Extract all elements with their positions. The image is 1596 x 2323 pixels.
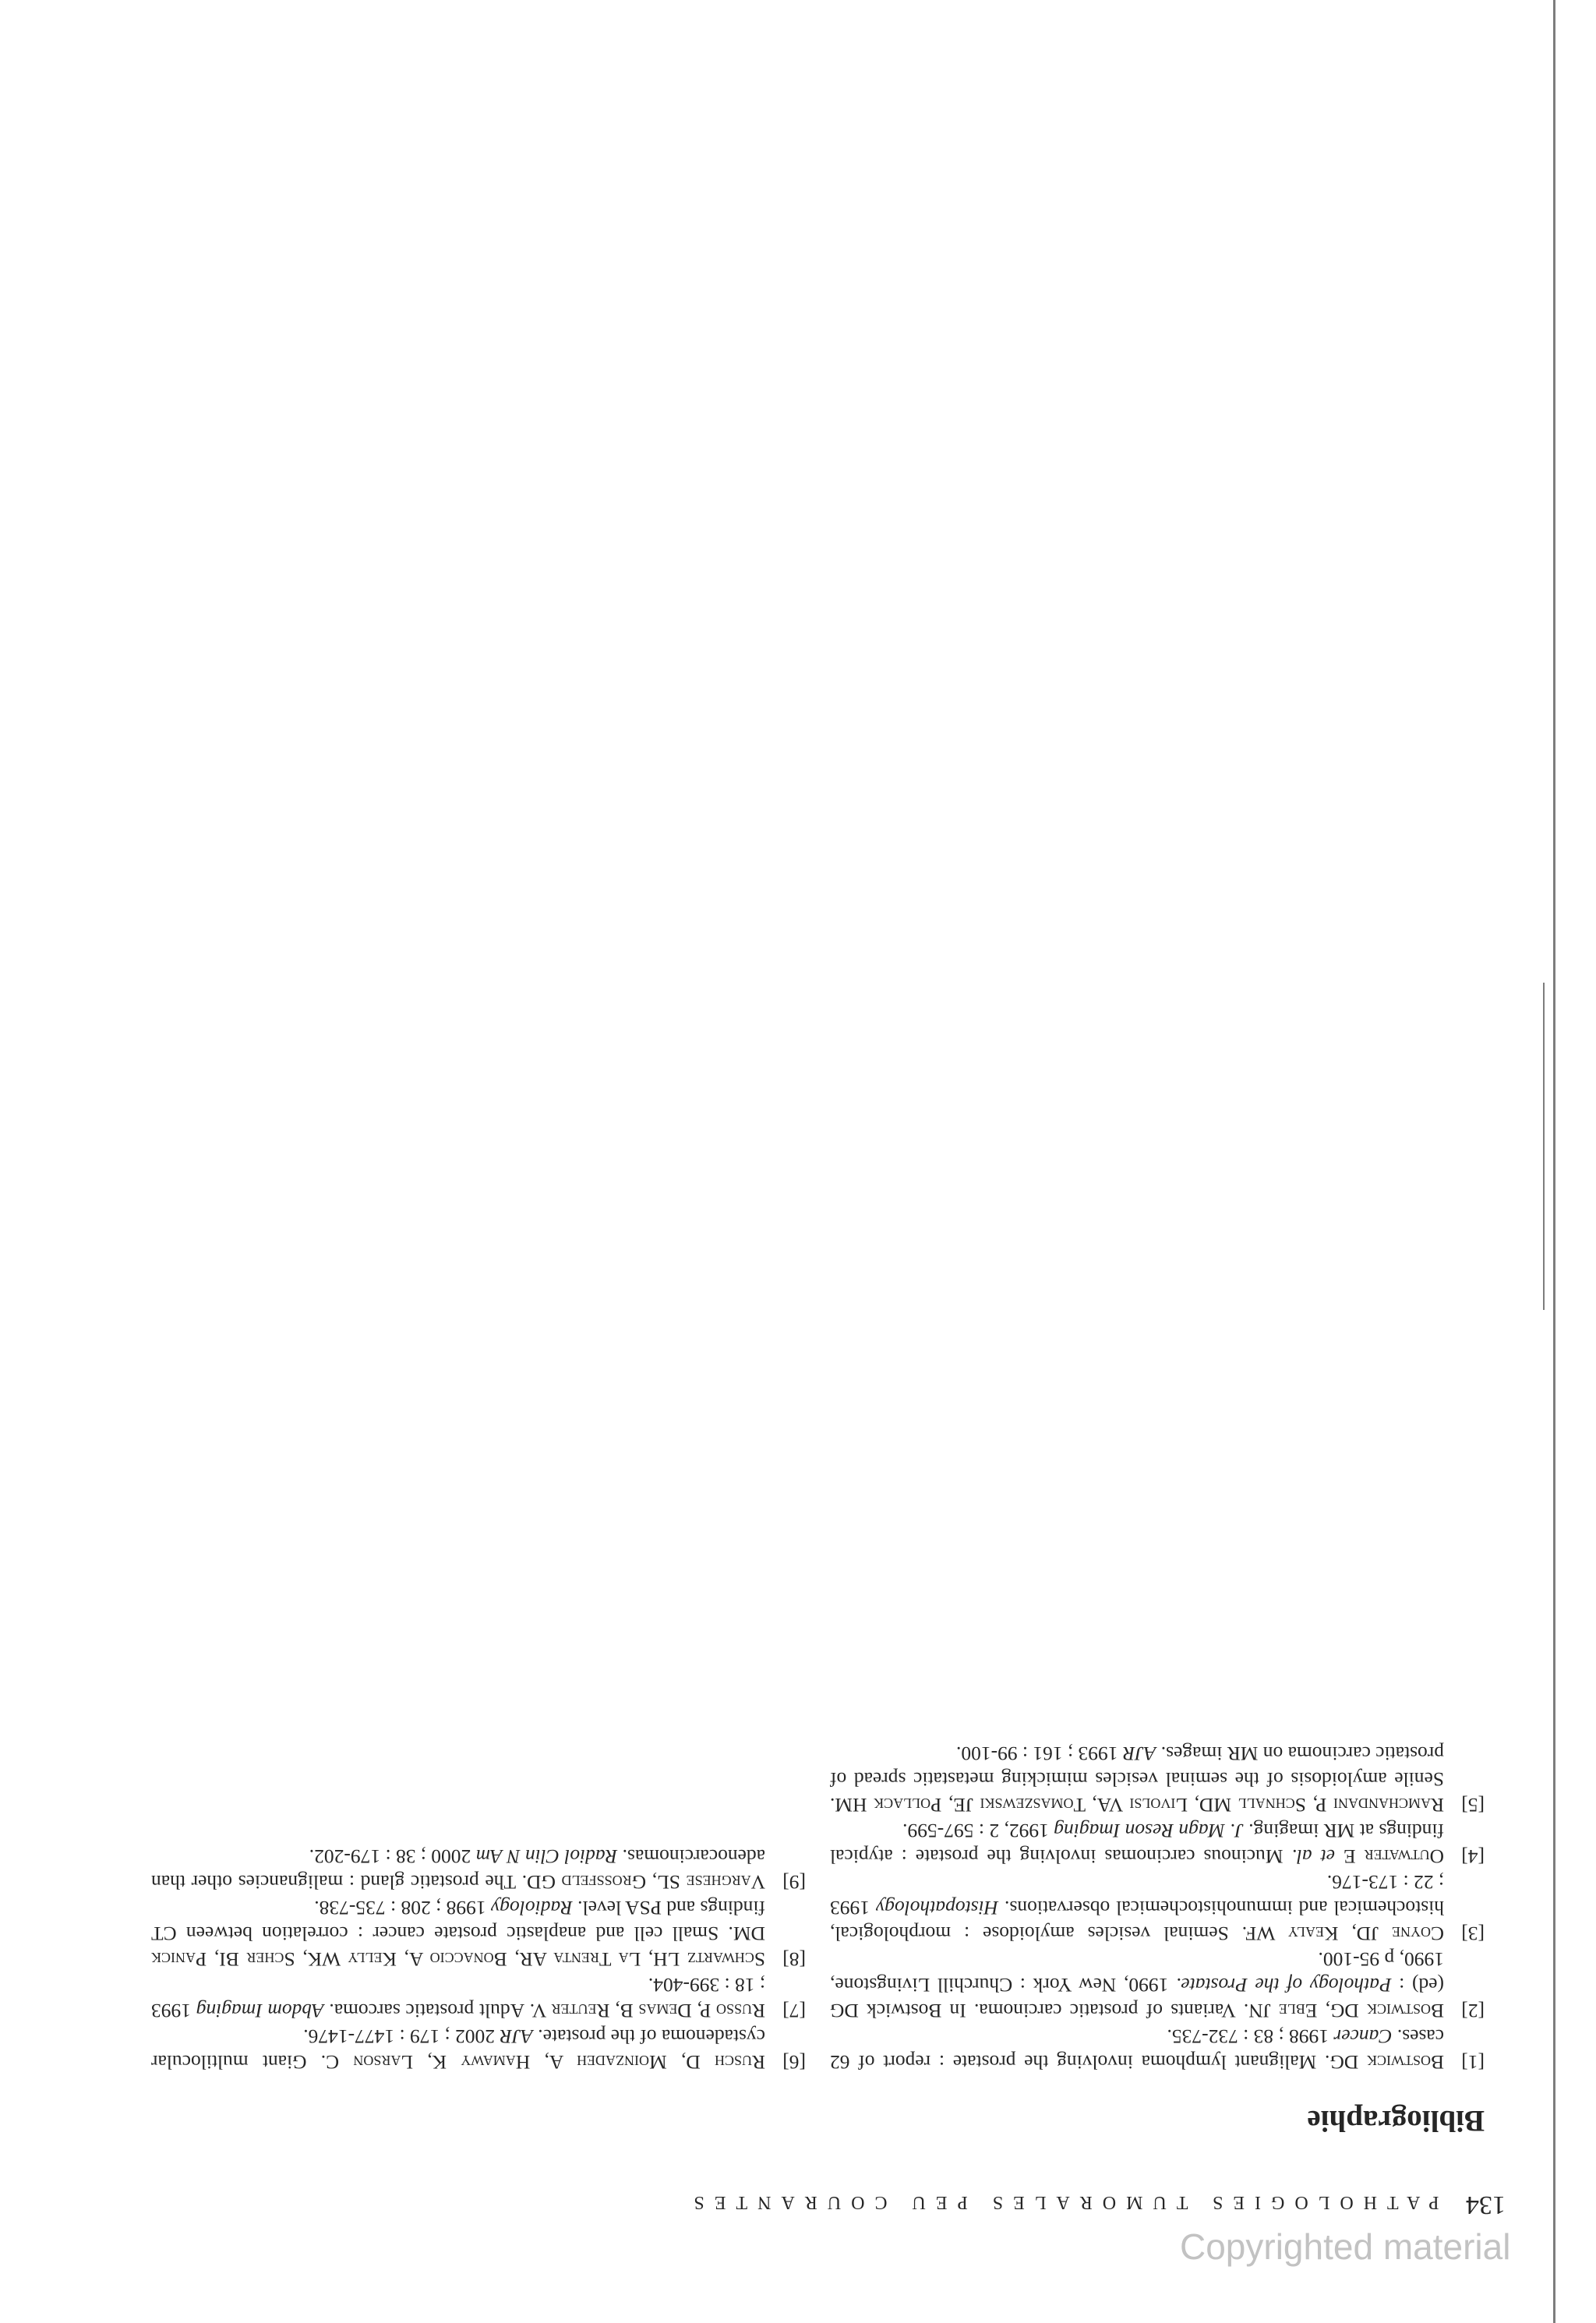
reference-journal: AJR — [495, 2025, 533, 2048]
reference-number: [7] — [782, 2000, 806, 2022]
reference-title: Adult prostatic sarcoma. — [323, 2000, 525, 2022]
reference-authors: Varghese SL, Grossfeld GD. — [516, 1871, 765, 1894]
reference-title: Senile amyloidosis of the seminal vesicles mimicking metastatic spread of prostatic carcinoma on MR images. — [830, 1742, 1444, 1791]
reference-details: 2000 ; 38 : 179-202. — [309, 1845, 471, 1868]
reference-authors: Rusch D, Moinzadeh A, Hamawy K, Larson C. — [306, 2051, 765, 2074]
reference-journal: Histopathology — [870, 1897, 999, 1919]
reference-item — [151, 1895, 806, 1972]
reference-authors: Bostwick DG. — [1316, 2051, 1444, 2074]
reference-journal: Pathology of the Prostate. — [1168, 1974, 1392, 1996]
reference-title: The prostatic gland : malignancies other than adenocarcinomas. — [151, 1845, 765, 1894]
reference-title: Small cell and anaplastic prostate cancer : correlation between CT findings and PSA level. — [151, 1897, 765, 1945]
reference-item — [830, 1818, 1485, 1869]
scan-edge-line — [1553, 0, 1555, 2323]
reference-title: Variants of prostatic carcinoma. In Bostwick DG (ed) : — [830, 1974, 1444, 2022]
reference-journal: AJR — [1118, 1742, 1156, 1765]
reference-authors: Bostwick DG, Eble JN. — [1235, 2000, 1444, 2022]
reference-title: Mucinous carcinomas involving the prostate : atypical findings at MR imaging. — [830, 1820, 1444, 1868]
reference-item — [151, 2024, 806, 2075]
reference-column-right — [151, 1844, 806, 2075]
reference-title: Seminal vesicles amyloidose : morphological, histochemical and immunohistochemical observations. — [830, 1897, 1444, 1945]
reference-authors: Russo P, Demas B, Reuter V. — [524, 2000, 765, 2022]
running-title: PATHOLOGIES TUMORALES PEU COURANTES — [683, 2192, 1439, 2212]
reference-item — [830, 2024, 1485, 2075]
reference-title: Malignant lymphoma involving the prostate : report of 62 cases. — [830, 2025, 1444, 2074]
reference-authors: Coyne JD, Kealy WF. — [1228, 1922, 1444, 1945]
reference-item — [830, 1869, 1485, 1947]
reference-details: 2002 ; 179 : 1477-1476. — [303, 2025, 496, 2048]
reference-number: [2] — [1461, 2000, 1485, 2022]
reference-number: [4] — [1461, 1845, 1485, 1868]
reference-details: 1998 ; 83 : 732-735. — [1167, 2025, 1329, 2048]
running-header — [103, 2187, 1506, 2220]
reference-item — [830, 1947, 1485, 2024]
reference-item — [151, 1972, 806, 2024]
reference-item — [830, 1741, 1485, 1818]
reference-authors: Ramchandani P, Schnall MD, Livolsi VA, Tomaszewski JE, Pollack HM. — [830, 1794, 1444, 1816]
reference-number: [9] — [782, 1871, 806, 1894]
reference-details: 1993 ; 18 : 399-404. — [150, 1974, 765, 2022]
reference-number: [6] — [782, 2051, 806, 2074]
reference-number: [3] — [1461, 1922, 1485, 1945]
reference-details: 1993 ; 22 : 173-176. — [830, 1871, 1444, 1919]
reference-authors-extra: et al. — [1283, 1845, 1336, 1868]
watermark-text: Copyrighted material — [1180, 2226, 1511, 2267]
reference-details: 1992, 2 : 597-599. — [902, 1820, 1049, 1842]
section-title: Bibliographie — [1307, 2104, 1485, 2138]
reference-title: Giant multilocular cystadenoma of the prostate. — [151, 2025, 765, 2074]
reference-number: [5] — [1461, 1794, 1485, 1816]
reference-column-left — [830, 1741, 1485, 2075]
reference-authors: Outwater E — [1335, 1845, 1444, 1868]
reference-number: [8] — [782, 1948, 806, 1971]
page-number: 134 — [1466, 2191, 1506, 2219]
scan-edge-line-short — [1543, 983, 1545, 1310]
reference-journal: Cancer — [1328, 2025, 1393, 2048]
reference-journal: Radiol Clin N Am — [471, 1845, 618, 1868]
reference-details: 1998 ; 208 : 735-738. — [314, 1897, 486, 1919]
reference-journal: Abdom Imaging — [190, 2000, 324, 2022]
reference-details: 1990, New York : Churchill Livingstone, 1990, p 95-100. — [830, 1948, 1444, 1996]
reference-journal: J. Magn Reson Imaging — [1048, 1820, 1244, 1842]
reference-item — [151, 1844, 806, 1895]
reference-journal: Radiology — [486, 1897, 573, 1919]
reference-number: [1] — [1461, 2051, 1485, 2074]
reference-authors: Schwartz LH, La Trenta AR, Bonaccio A, Kelly WK, Scher BI, Panick DM. — [151, 1922, 765, 1971]
reference-details: 1993 ; 161 : 99-100. — [955, 1742, 1118, 1765]
